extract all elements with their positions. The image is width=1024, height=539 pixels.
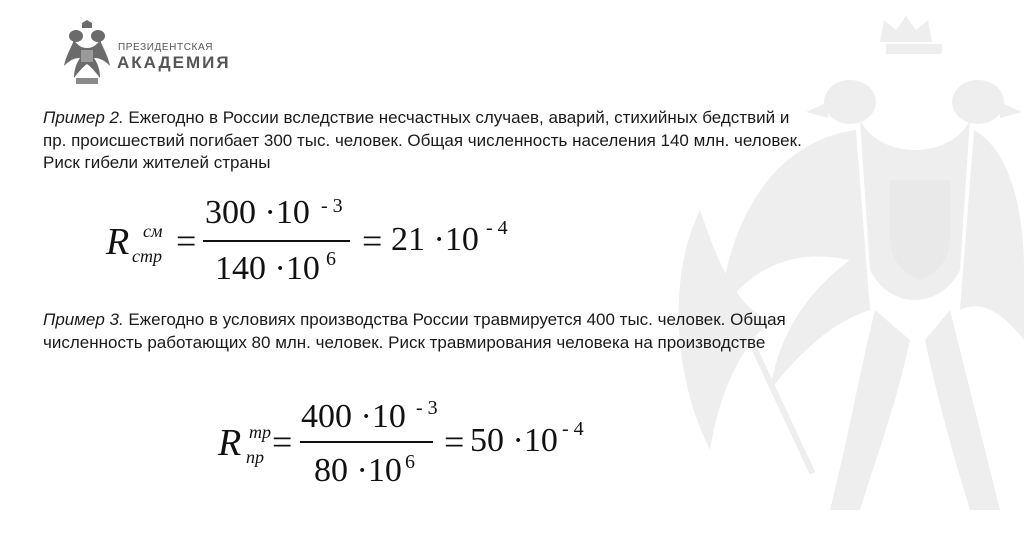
- logo-text-line1: ПРЕЗИДЕНТСКАЯ: [118, 42, 214, 53]
- formula-2-numerator: 400 ·10: [301, 398, 406, 435]
- example-2-label: Пример 2.: [43, 108, 124, 127]
- formula-1-numerator: 300 ·10: [205, 194, 310, 231]
- logo-text-line2: АКАДЕМИЯ: [117, 53, 231, 72]
- formula-1-result: 21 ·10: [391, 221, 479, 258]
- formula-1-denominator-exponent: 6: [326, 248, 336, 270]
- formula-1-subscript: стр: [132, 246, 162, 266]
- formula-2-equals-2: =: [444, 422, 465, 462]
- formula-1-equals-2: =: [362, 221, 383, 261]
- formula-2-numerator-exponent: - 3: [416, 397, 438, 419]
- formula-1-R: R: [106, 221, 130, 263]
- formula-1-denominator: 140 ·10: [215, 250, 320, 287]
- formula-2-result: 50 ·10: [470, 422, 558, 459]
- formula-2-denominator-exponent: 6: [405, 451, 415, 473]
- example-3-label: Пример 3.: [43, 310, 124, 329]
- formula-2-equals: =: [272, 422, 293, 462]
- formula-2-denominator: 80 ·10: [314, 452, 402, 489]
- example-3-text: Ежегодно в условиях производства России травмируется 400 тыс. человек. Общая численность работающих 80 млн. человек. Риск травмирования человека на производстве: [43, 310, 786, 352]
- formula-2-fraction-bar: [300, 441, 433, 443]
- formula-1-equals: =: [176, 221, 197, 261]
- formula-1-superscript: см: [143, 221, 163, 241]
- formula-1-result-exponent: - 4: [486, 217, 508, 239]
- formula-1-numerator-exponent: - 3: [321, 195, 343, 217]
- formula-2-subscript: пр: [246, 447, 264, 467]
- formula-2-superscript: тр: [249, 422, 271, 442]
- formula-2-result-exponent: - 4: [562, 418, 584, 440]
- formula-2-R: R: [218, 422, 242, 464]
- example-2-text: Ежегодно в России вследствие несчастных случаев, аварий, стихийных бедствий и пр. происшествий погибает 300 тыс. человек. Общая численность населения 140 млн. человек. Риск гибели жителей страны: [43, 108, 802, 172]
